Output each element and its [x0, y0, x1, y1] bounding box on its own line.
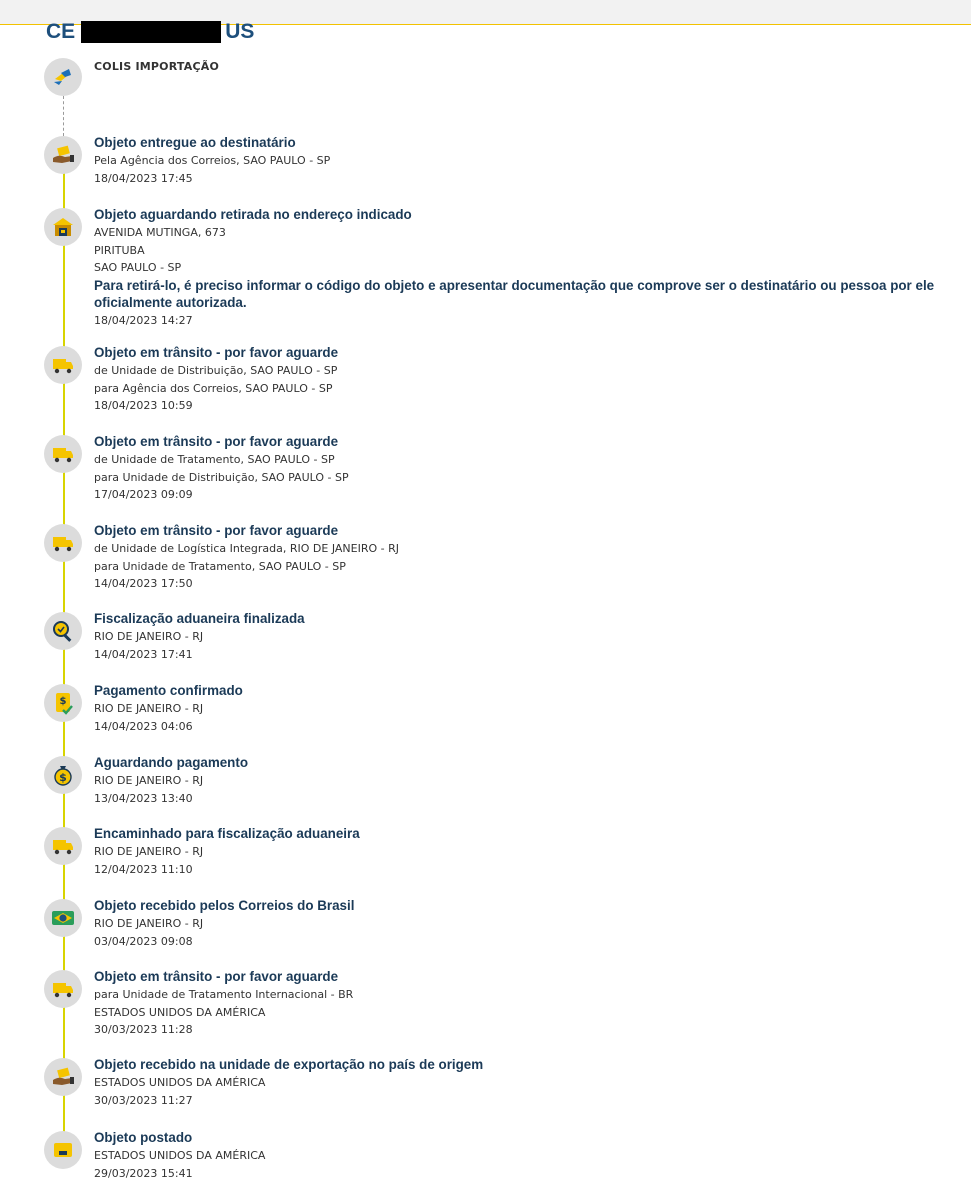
timeline-line: [63, 170, 65, 1160]
event-datetime: 17/04/2023 09:09: [94, 488, 193, 501]
magnifier-icon: [44, 612, 82, 650]
house-pickup-icon: [44, 208, 82, 246]
payment-confirmed-icon: [44, 684, 82, 722]
event-details: [94, 522, 951, 593]
event-title: Objeto em trânsito - por favor aguarde: [94, 969, 339, 984]
event-location-line: RIO DE JANEIRO - RJ: [94, 917, 204, 930]
event-details: [94, 610, 951, 663]
event-location-line: RIO DE JANEIRO - RJ: [94, 630, 204, 643]
event-location-line: ESTADOS UNIDOS DA AMÉRICA: [94, 1005, 266, 1019]
truck-icon: [44, 346, 82, 384]
event-datetime: 03/04/2023 09:08: [94, 934, 193, 948]
event-location-line: SAO PAULO - SP: [94, 261, 182, 274]
event-location-line: de Unidade de Tratamento, SAO PAULO - SP: [94, 453, 335, 466]
event-location-line: RIO DE JANEIRO - RJ: [94, 845, 204, 858]
event-location-line: para Unidade de Tratamento Internacional - BR: [94, 988, 354, 1001]
event-datetime: 18/04/2023 17:45: [94, 171, 193, 185]
event-datetime: 14/04/2023 17:41: [94, 647, 193, 661]
event-details: [94, 897, 951, 950]
event-title: Objeto em trânsito - por favor aguarde: [94, 434, 339, 449]
event-location-line: para Unidade de Distribuição, SAO PAULO - SP: [94, 470, 349, 484]
event-location-line: para Unidade de Tratamento, SAO PAULO - SP: [94, 559, 346, 573]
tracking-code-suffix: US: [225, 20, 255, 43]
event-details: [94, 682, 951, 735]
event-title: Aguardando pagamento: [94, 755, 248, 770]
event-location-line: ESTADOS UNIDOS DA AMÉRICA: [94, 1076, 266, 1089]
hand-package-icon: [44, 1058, 82, 1096]
event-details: [94, 1056, 951, 1109]
event-location-line: de Unidade de Distribuição, SAO PAULO - SP: [94, 364, 338, 377]
event-title: Objeto postado: [94, 1130, 193, 1145]
event-title: Fiscalização aduaneira finalizada: [94, 611, 305, 626]
tracking-code-prefix: CE: [46, 20, 76, 43]
money-bag-icon: [44, 756, 82, 794]
tracking-code: [46, 20, 254, 44]
mailbox-icon: [44, 1131, 82, 1169]
event-location-line: Pela Agência dos Correios, SAO PAULO - SP: [94, 154, 331, 167]
event-location-line: RIO DE JANEIRO - RJ: [94, 774, 204, 787]
event-title: Objeto entregue ao destinatário: [94, 135, 296, 150]
event-title: Objeto recebido na unidade de exportação no país de origem: [94, 1057, 484, 1072]
event-details: [94, 968, 951, 1039]
truck-icon: [44, 524, 82, 562]
event-datetime: 18/04/2023 14:27: [94, 313, 193, 327]
event-datetime: 13/04/2023 13:40: [94, 791, 193, 805]
tracking-code-redaction: [81, 21, 221, 43]
event-datetime: 14/04/2023 04:06: [94, 719, 193, 733]
event-title: Objeto aguardando retirada no endereço indicado: [94, 207, 412, 222]
event-pickup-note: Para retirá-lo, é preciso informar o código do objeto e apresentar documentação que comprove ser o destinatário ou pessoa por ele oficialmente autorizada.: [94, 277, 935, 310]
event-location-line: PIRITUBA: [94, 243, 145, 257]
event-location-line: para Agência dos Correios, SAO PAULO - SP: [94, 381, 333, 395]
event-title: Pagamento confirmado: [94, 683, 243, 698]
event-location-line: de Unidade de Logística Integrada, RIO DE JANEIRO - RJ: [94, 542, 399, 555]
event-details: [94, 344, 951, 415]
correios-logo-icon: [44, 58, 82, 96]
truck-icon: [44, 435, 82, 473]
event-datetime: 30/03/2023 11:28: [94, 1023, 193, 1036]
event-details: [94, 825, 951, 878]
event-details: [94, 1129, 951, 1182]
event-datetime: 14/04/2023 17:50: [94, 577, 193, 590]
timeline-dashed-connector: [63, 96, 64, 136]
hand-package-icon: [44, 136, 82, 174]
event-details: [94, 206, 951, 329]
event-location-line: AVENIDA MUTINGA, 673: [94, 226, 226, 239]
truck-icon: [44, 827, 82, 865]
event-title: Objeto recebido pelos Correios do Brasil: [94, 898, 355, 913]
truck-icon: [44, 970, 82, 1008]
event-datetime: 29/03/2023 15:41: [94, 1166, 193, 1180]
event-datetime: 12/04/2023 11:10: [94, 862, 193, 876]
service-type-label: COLIS IMPORTAÇÃO: [94, 60, 220, 73]
event-location-line: ESTADOS UNIDOS DA AMÉRICA: [94, 1149, 266, 1162]
event-datetime: 30/03/2023 11:27: [94, 1093, 193, 1107]
event-details: [94, 433, 951, 504]
event-title: Encaminhado para fiscalização aduaneira: [94, 826, 360, 841]
event-details: [94, 134, 951, 187]
event-location-line: RIO DE JANEIRO - RJ: [94, 702, 204, 715]
event-datetime: 18/04/2023 10:59: [94, 399, 193, 412]
brazil-flag-icon: [44, 899, 82, 937]
event-title: Objeto em trânsito - por favor aguarde: [94, 345, 339, 360]
event-title: Objeto em trânsito - por favor aguarde: [94, 523, 339, 538]
event-details: [94, 754, 951, 807]
